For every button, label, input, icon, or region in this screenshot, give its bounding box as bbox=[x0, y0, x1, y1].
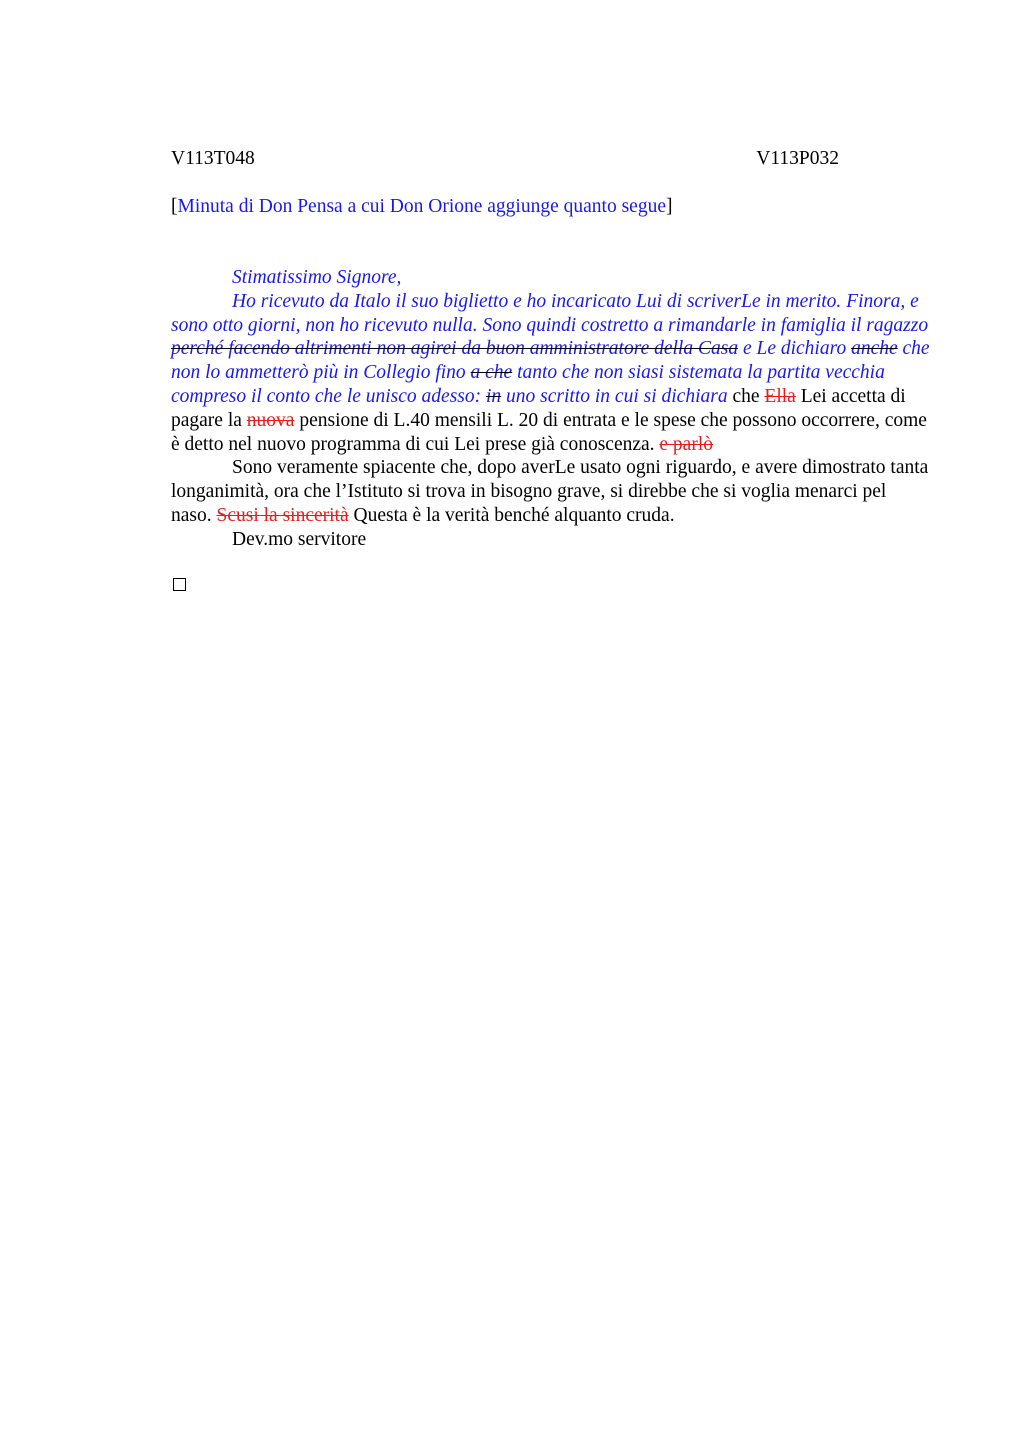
heading-bracket-close: ] bbox=[665, 196, 673, 217]
p1-text-4: tanto che non siasi sistemata la partita vecchia compreso il conto che le unisco adesso: bbox=[171, 362, 885, 407]
editorial-heading bbox=[171, 195, 672, 219]
p1-text-7: Lei accetta di pagare la bbox=[171, 385, 906, 431]
paragraph-2 bbox=[171, 456, 931, 527]
p1-deletion-3: a che bbox=[470, 362, 513, 384]
p1-text-5: uno scritto in cui si dichiara bbox=[501, 385, 728, 407]
p1-deletion-5: Ella bbox=[764, 385, 796, 407]
p1-text-1: Ho ricevuto da Italo il suo biglietto e ho incaricato Lui di scriverLe in merito. Finora, e sono otto giorni, non ho ricevuto nulla. Sono quindi costretto a rimandarle in famiglia il ragazzo bbox=[171, 290, 929, 336]
paragraph-1 bbox=[171, 290, 931, 457]
left-code: V113T048 bbox=[171, 148, 255, 169]
heading-text: Minuta di Don Pensa a cui Don Orione aggiunge quanto segue bbox=[177, 196, 666, 217]
p1-deletion-7: e parlò bbox=[659, 433, 714, 455]
end-mark-box bbox=[173, 578, 186, 591]
p1-text-2: e Le dichiaro bbox=[738, 338, 852, 360]
p1-deletion-4: in bbox=[486, 385, 502, 407]
p1-deletion-2: anche bbox=[851, 338, 898, 360]
heading-bracket-open: [ bbox=[171, 196, 178, 217]
document-codes bbox=[171, 147, 839, 171]
p1-deletion-6: nuova bbox=[246, 409, 295, 431]
p2-text-2: Questa è la verità benché alquanto cruda. bbox=[348, 504, 675, 526]
p2-text-1: Sono veramente spiacente che, dopo averLe usato ogni riguardo, e avere dimostrato tanta longanimità, ora che l’Istituto si trova in bisogno grave, si direbbe che si voglia menarci pel naso. bbox=[171, 457, 929, 526]
right-code: V113P032 bbox=[756, 148, 839, 169]
salutation: Stimatissimo Signore, bbox=[232, 267, 402, 288]
p1-text-6: che bbox=[727, 385, 765, 407]
p1-text-8: pensione di L.40 mensili L. 20 di entrata e le spese che possono occorrere, come è detto nel nuovo programma di cui Lei prese già conoscenza. bbox=[171, 409, 927, 455]
closing: Dev.mo servitore bbox=[232, 528, 367, 550]
letter-body bbox=[171, 266, 931, 552]
p1-deletion-1: perché facendo altrimenti non agirei da buon amministratore della Casa bbox=[171, 338, 739, 360]
p2-deletion-1: Scusi la sincerità bbox=[216, 504, 349, 526]
p1-text-3: che non lo ammetterò più in Collegio fino bbox=[171, 338, 930, 384]
